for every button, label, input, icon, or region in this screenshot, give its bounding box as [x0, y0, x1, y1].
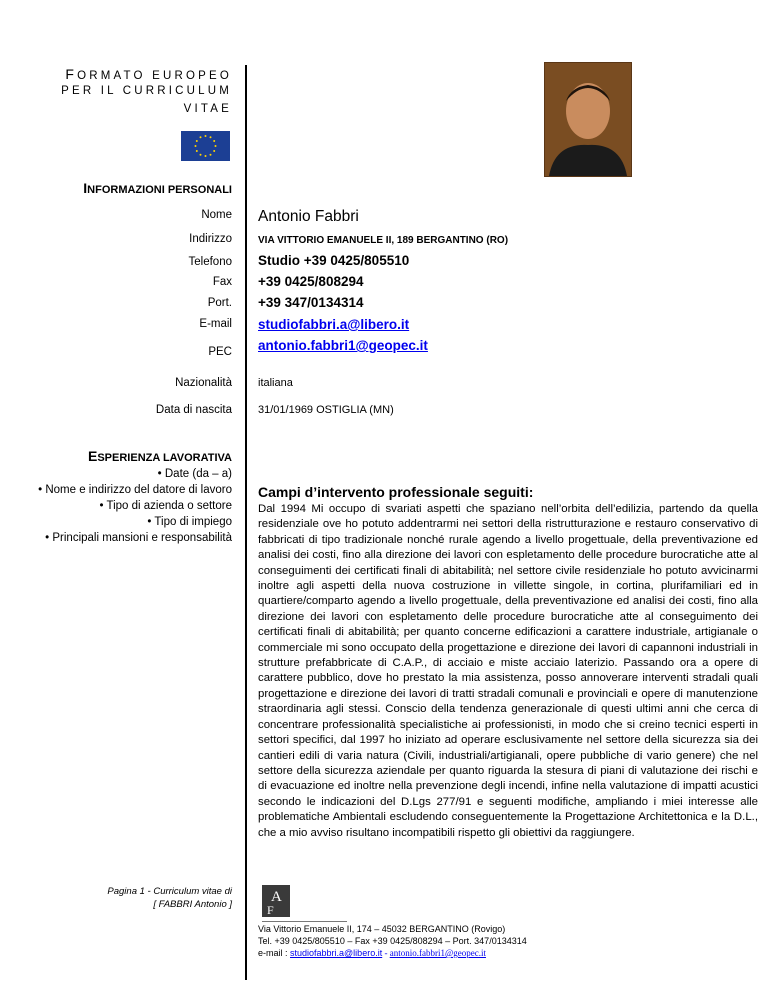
label-data-nascita: Data di nascita: [155, 404, 232, 416]
cv-format-title-line2: PER IL CURRICULUM: [61, 85, 232, 97]
footer-contacts-line: Tel. +39 0425/805510 – Fax +39 0425/808294 – Port. 347/0134314: [258, 936, 527, 946]
page-number-line: Pagina 1 - Curriculum vitae di: [107, 886, 232, 897]
eu-flag-icon: [181, 131, 230, 161]
svg-text:F: F: [267, 903, 274, 917]
column-divider: [245, 65, 247, 980]
label-email: E-mail: [199, 318, 232, 330]
cv-owner-line: [ FABBRI Antonio ]: [153, 899, 232, 910]
cv-format-title-line3: VITAE: [183, 103, 232, 115]
value-telefono: Studio +39 0425/805510: [258, 253, 410, 268]
label-job-type: • Tipo di impiego: [147, 516, 232, 528]
label-company-type: • Tipo di azienda o settore: [99, 500, 232, 512]
experience-labels: [2, 466, 232, 546]
cv-format-title-line1: FORMATO EUROPEO: [65, 66, 232, 82]
studio-logo-icon: [262, 885, 290, 917]
label-portatile: Port.: [207, 297, 232, 309]
label-nome: Nome: [201, 209, 232, 221]
svg-text:A: A: [271, 889, 282, 905]
footer-email-link[interactable]: studiofabbri.a@libero.it: [290, 948, 383, 958]
value-nome: Antonio Fabbri: [258, 208, 359, 225]
label-telefono: Telefono: [188, 256, 232, 268]
label-dates: • Date (da – a): [157, 468, 232, 480]
footer-address-line: Via Vittorio Emanuele II, 174 – 45032 BERGANTINO (Rovigo): [258, 924, 506, 934]
footer-pec-link[interactable]: antonio.fabbri1@geopec.it: [389, 948, 486, 958]
portrait-photo: [544, 62, 632, 177]
section-personal-info: INFORMAZIONI PERSONALI: [83, 180, 232, 196]
label-pec: PEC: [208, 346, 232, 358]
value-indirizzo: VIA VITTORIO EMANUELE II, 189 BERGANTINO (RO): [258, 235, 509, 246]
value-data-nascita: 31/01/1969 OSTIGLIA (MN): [258, 404, 394, 416]
pec-link[interactable]: antonio.fabbri1@geopec.it: [258, 338, 428, 353]
experience-title: Campi d’intervento professionale seguiti:: [258, 484, 534, 500]
label-employer: • Nome e indirizzo del datore di lavoro: [38, 484, 232, 496]
section-work-experience: ESPERIENZA LAVORATIVA: [88, 448, 232, 464]
label-indirizzo: Indirizzo: [189, 233, 232, 245]
label-responsibilities: • Principali mansioni e responsabilità: [45, 532, 232, 544]
value-portatile: +39 347/0134314: [258, 295, 364, 310]
footer-email-line: e-mail : studiofabbri.a@libero.it - antonio.fabbri1@geopec.it: [258, 948, 486, 958]
value-fax: +39 0425/808294: [258, 274, 364, 289]
page-footer-label: [107, 885, 232, 911]
experience-description: Dal 1994 Mi occupo di svariati aspetti che spaziano nell’orbita dell’edilizia, partendo da quella residenziale ove ho potuto addentrarmi nei settori della ristrutturazione e restauro conservativo di fabbricati di tipo tradizionale nonché rurale agendo a livello progettuale, della preventivazione ed analisi dei costi, fino alla direzione dei lavori con espletamento delle procedure burocratiche atte al conseguimenti dei certificati finali di abitabilità; nel settore civile residenziale ho potuto avvicinarmi inoltre agli aspetti della nuova costruzione in villette singole, in cortina, plurifamiliari ed in quartiere/comparto agendo a livello progettuale, della preventivazione ed analisi dei costi, fino alla direzione dei lavori con espletamento delle procedure burocratiche atte al conseguimento dei certificati finali di abitabilità; per quanto concerne edificazioni a carattere industriale, artigianale o commerciale mi sono occupato della progettazione e direzione dei lavori di capannoni industriali in strutture prefabbricate di C.A.P., di acciaio e miste acciaio laterizio. Passando ora a opere di carattere pubblico, dove ho prestato la mia assistenza, posso annoverare interventi stradali quali progettazione e direzione dei lavori di tratti stradali comunali e provinciali e opere di manutenzione straordinaria agli stessi. Conscio della tendenza generazionale di questi ultimi anni che cerca di concentrare professionalità specialistiche ai professionisti, in modo che si creino tecnici esperti in settori specifici, dal 1997 ho iniziato ad operare esclusivamente nel settore della sicurezza sia dei cantieri edili di varia natura (Civili, industriali/artigianali, opere pubbliche di vario genere) che nel settore della sicurezza aziendale per quanto riguarda la stesura di piani di valutazione dei rischi e di evacuazione ed inoltre nella prevenzione degli incendi, infine nella valutazione di impatti acustici secondo le indicazioni del D.Lgs 277/91 e seguenti modifiche, ampliando i miei interesse alle problematiche Ambientali escludendo conseguentemente la Progettazione Architettonica e la D.L., che a mio avviso risultano incompatibili rispetto gli obiettivi da raggiungere.: [258, 503, 758, 839]
label-fax: Fax: [212, 276, 232, 288]
footer-address: [258, 923, 527, 959]
label-nazionalita: Nazionalità: [175, 377, 232, 389]
email-link[interactable]: studiofabbri.a@libero.it: [258, 317, 410, 332]
value-nazionalita: italiana: [258, 377, 293, 389]
logo-underline: [262, 921, 347, 922]
